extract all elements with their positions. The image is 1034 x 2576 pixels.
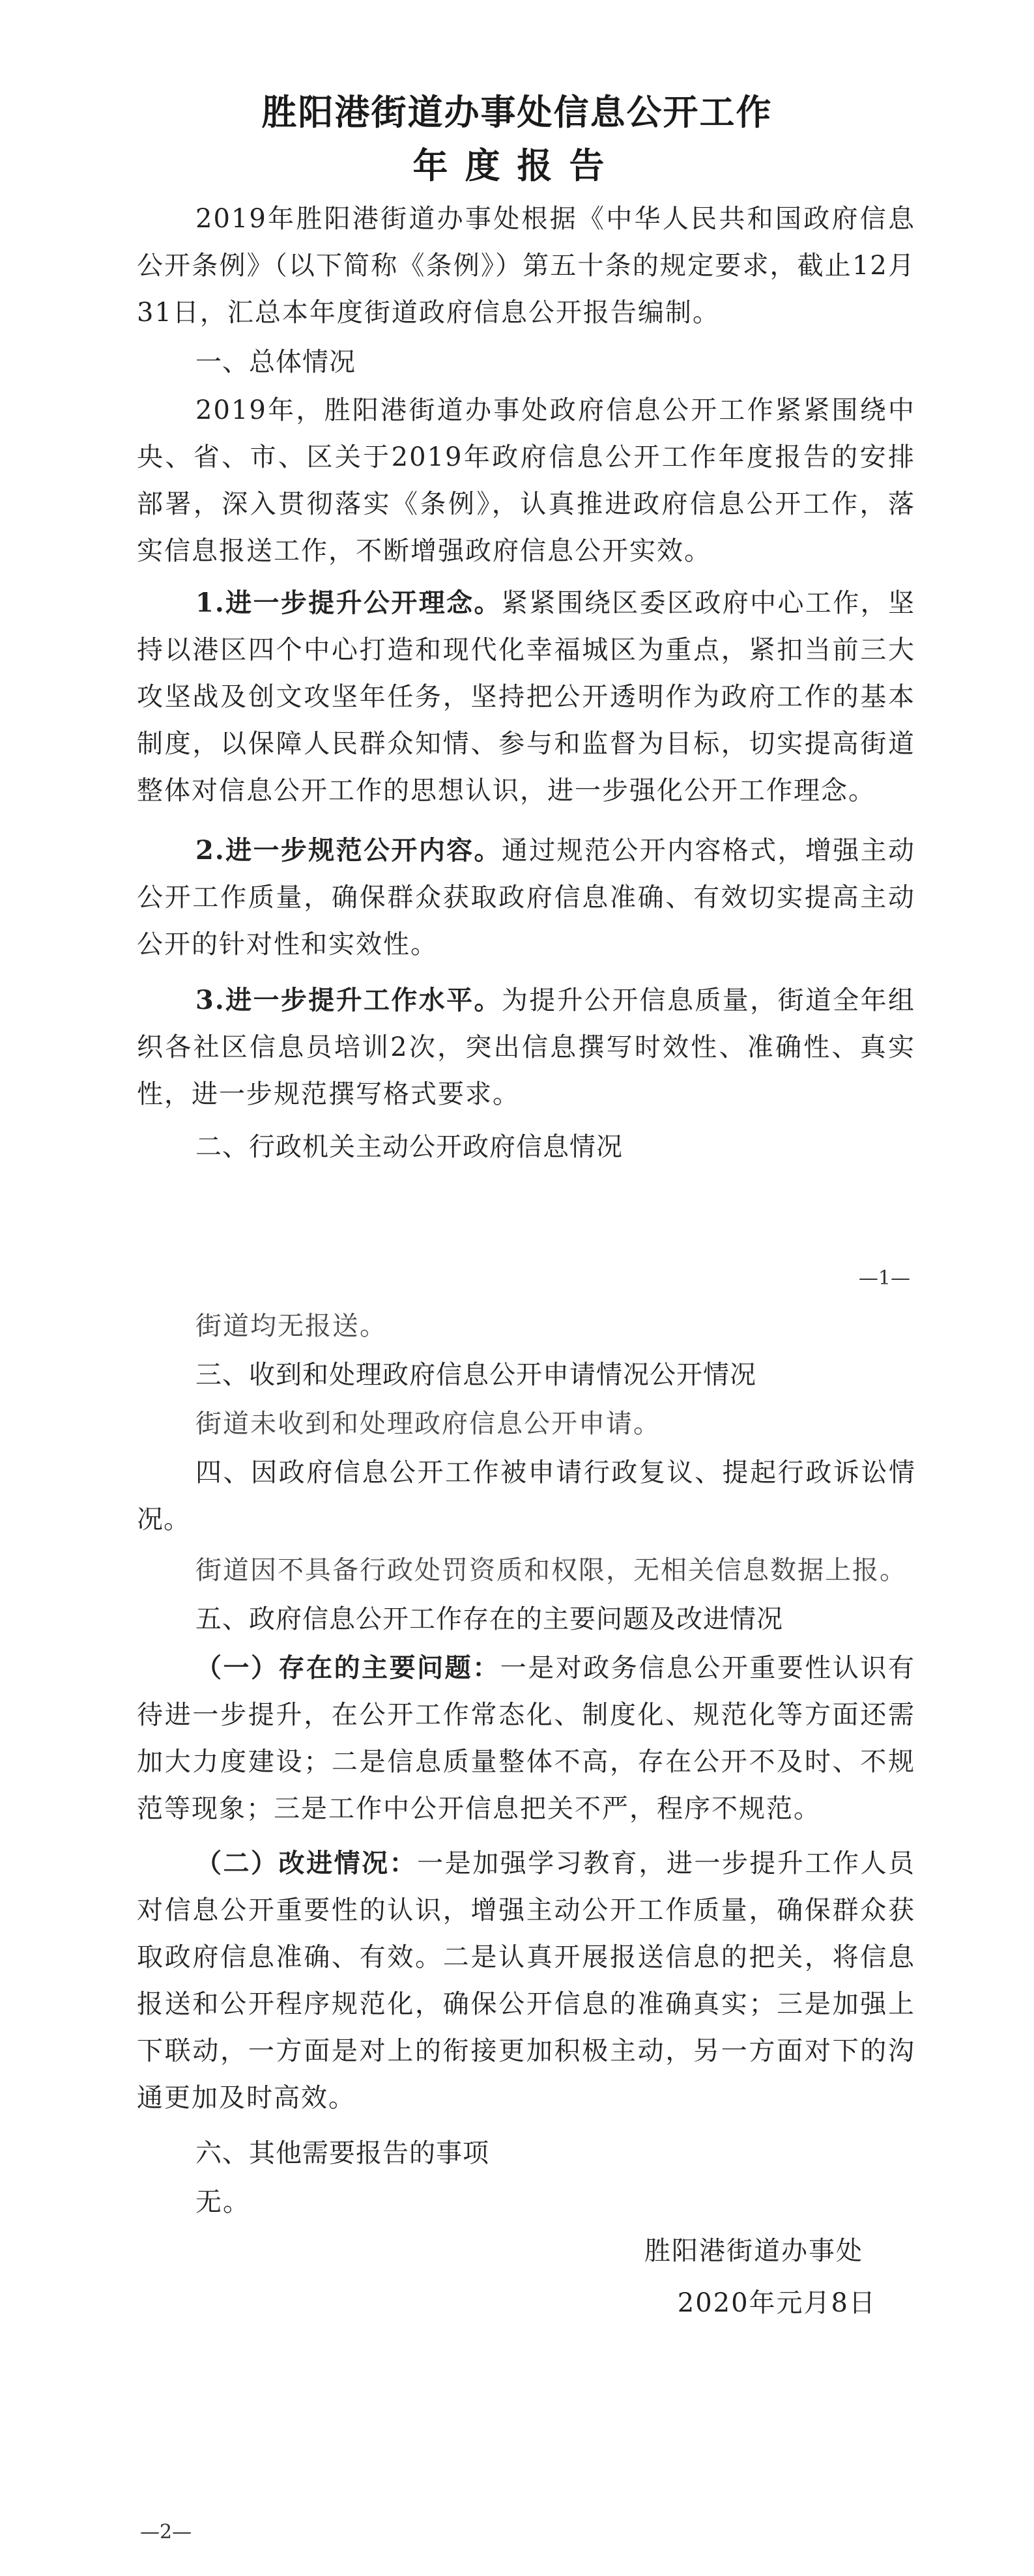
item2-lead: 2.进一步规范公开内容。 bbox=[195, 835, 502, 866]
item1-lead: 1.进一步提升公开理念。 bbox=[195, 587, 502, 618]
improve-text: 一是加强学习教育，进一步提升工作人员对信息公开重要性的认识，增强主动公开工作质量，确保群众获取政府信息准确、有效。二是认真开展报送信息的把关，将信息报送和公开程序规范化，确保公开信息的准确真实；三是加强上下联动，一方面是对上的衔接更加积极主动，另一方面对下的沟通更加及时高效。 bbox=[137, 1848, 916, 2113]
section2-heading: 二、行政机关主动公开政府信息情况 bbox=[195, 1132, 623, 1162]
problems-paragraph bbox=[137, 1645, 915, 1832]
section2-body: 街道均无报送。 bbox=[195, 1311, 387, 1341]
section6-heading: 六、其他需要报告的事项 bbox=[195, 2138, 489, 2168]
section1-body: 2019年，胜阳港街道办事处政府信息公开工作紧紧围绕中央、省、市、区关于2019年政府信息公开工作年度报告的安排部署，深入贯彻落实《条例》，认真推进政府信息公开工作，落实信息报送工作，不断增强政府信息公开实效。 bbox=[137, 395, 915, 566]
report-date bbox=[137, 2280, 915, 2327]
item1-paragraph bbox=[137, 580, 915, 814]
signature-text: 胜阳港街道办事处 bbox=[644, 2236, 863, 2266]
page-number-1: —1— bbox=[858, 1267, 910, 1290]
item2-paragraph bbox=[137, 827, 915, 968]
section6-body: 无。 bbox=[195, 2187, 250, 2217]
document-title: 胜阳港街道办事处信息公开工作 bbox=[261, 92, 773, 133]
section3-body: 街道未收到和处理政府信息公开申请。 bbox=[195, 1409, 661, 1439]
section4-body: 街道因不具备行政处罚资质和权限，无相关信息数据上报。 bbox=[195, 1555, 907, 1585]
section1-heading: 一、总体情况 bbox=[195, 347, 356, 377]
problems-text: 一是对政务信息公开重要性认识有待进一步提升，在公开工作常态化、制度化、规范化等方面还需加大力度建设；二是信息质量整体不高，存在公开不及时、不规范等现象；三是工作中公开信息把关不严，程序不规范。 bbox=[137, 1653, 916, 1824]
problems-lead: （一）存在的主要问题： bbox=[195, 1652, 500, 1683]
report-date-text: 2020年元月8日 bbox=[677, 2288, 876, 2318]
improve-paragraph bbox=[137, 1840, 915, 2121]
item1-text: 紧紧围绕区委区政府中心工作，坚持以港区四个中心打造和现代化幸福城区为重点，紧扣当前三大攻坚战及创文攻坚年任务，坚持把公开透明作为政府工作的基本制度，以保障人民群众知情、参与和监督为目标，切实提高街道整体对信息公开工作的思想认识，进一步强化公开工作理念。 bbox=[137, 588, 915, 806]
item3-lead: 3.进一步提升工作水平。 bbox=[195, 985, 502, 1015]
page-number-2: —2— bbox=[140, 2521, 192, 2543]
section4-heading: 四、因政府信息公开工作被申请行政复议、提起行政诉讼情况。 bbox=[137, 1458, 915, 1535]
intro-paragraph: 2019年胜阳港街道办事处根据《中华人民共和国政府信息公开条例》（以下简称《条例》）第五十条的规定要求，截止12月31日，汇总本年度街道政府信息公开报告编制。 bbox=[137, 204, 915, 328]
item3-paragraph bbox=[137, 977, 915, 1118]
item3-text: 为提升公开信息质量，街道全年组织各社区信息员培训2次，突出信息撰写时效性、准确性、真实性，进一步规范撰写格式要求。 bbox=[137, 985, 915, 1109]
signature bbox=[137, 2228, 915, 2274]
item2-text: 通过规范公开内容格式，增强主动公开工作质量，确保群众获取政府信息准确、有效切实提高主动公开的针对性和实效性。 bbox=[137, 836, 915, 959]
section3-heading: 三、收到和处理政府信息公开申请情况公开情况 bbox=[195, 1360, 756, 1390]
document-subtitle: 年度报告 bbox=[412, 145, 622, 186]
improve-lead: （二）改进情况： bbox=[195, 1848, 418, 1878]
section5-heading: 五、政府信息公开工作存在的主要问题及改进情况 bbox=[195, 1604, 783, 1634]
